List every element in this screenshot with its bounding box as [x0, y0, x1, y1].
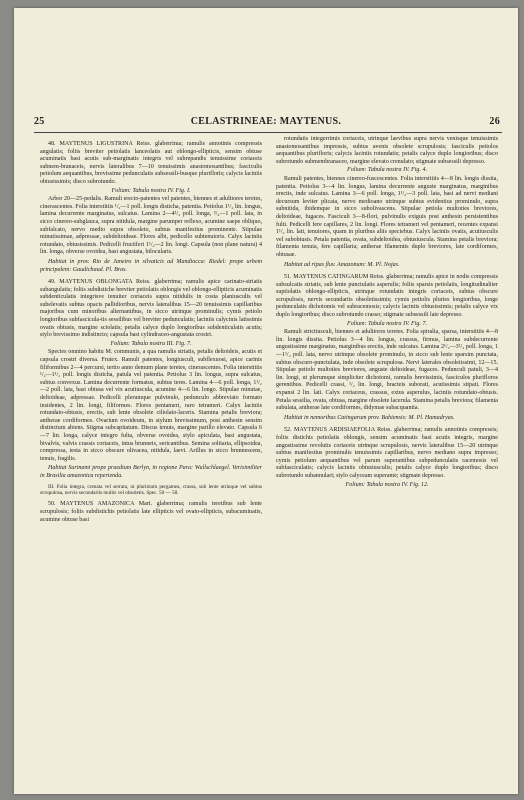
text-column-right: [276, 136, 498, 490]
species-52-diagnosis: 52. MAYTENUS ARDISIAEFOLIA Reiss. glaberrima; ramulis annotinis compressis; foliis distichis petiolatis oblongis, sensim acuminatis basi acutis integris, margine angustissime revolutis coriaceis utrinque scrupulosis, nervis lateralibus 15—20 utrinque subtus manifestius prominulis tenuissimis capillaribus, nervo mediano supra impresso; cymis petiolum aequantibus vel parum superantibus subpedunculatis racemosis vel subfasciculatis; calycis laciniis obtusiusculis; petalis calyce duplo longioribus; disco subrotundo subannulari; stylo calyceam superante; stigmate depresso.: [276, 427, 498, 479]
species-49-diagnosis: 49. MAYTENUS OBLONGATA Reiss. glaberrima; ramulis apice carinato-striatis subangulatis; foliis subdistiche breviter petiolatis oblongis vel oblongo-ellipticis acuminatis subdenticulatis integrisve tenuiter coriaceis supra nitidulis in costa planiusculis vel subelevatis subtus opacis pallidioribus, nervis lateralibus 15—20 tenuissimis capillaribus majoribus cum minoribus alternantibus, in sicco utrinque prominulis; cymis petiolo longioribus subfascicula-tis sessilibus vel breviter pedunculatis; laciniis calycinis latissimis ovatis obtusis, margine sciolatis; petalis calyce duplo longioribus subdenticulatis acutis; stylo brevissimo indistincto; capsula basi cylindraceo-angustata crostri.: [40, 279, 262, 339]
page-number-right: 26: [489, 116, 500, 127]
species-48-diagnosis: 48. MAYTENUS LIGUSTRINA Reiss. glaberrima; ramulis annotinis compressis angulatis; foliis breviter petiolatis lanceolatis aut oblongo-ellipticis, sensim obtuse acuminatis basi acutis sub-marginatis integris vel subrepandis tenuissime coriaceis subnem-branaceis, nervis lateralibus 7—10 tenuissimis anastomosantibus; fasciculis petiolum aequantibus, brevissime pedunculatis subsessili-busque pluriflorīs; calycis laciniis obtusissimis; disco subrotundo.: [40, 141, 262, 185]
species-49-description: Species omnino habitu M. communis, a qua ramulis striatis, petalis deltoideis, acutis et capsula crostri diversa. Frutex. Ramuli patentes, longiusculi, subflexuosi, apice carinis filiformibus 2—4 percursi, tertio anno demum plane teretes, cinerascentes. Folia interstitiis ¹/₂—1¹/₂ poll. longis disticha, patula vel patentia. Petiolus 3 lin. longus, supra sulcatus, subtus convexus. Lamina decurrente formatus, subtus teres. Lamina 4—6 poll. longa, 1¹/₂—2 poll. lata, basi obtusa vel vix acutiuscula, acumine 4—6 lin. longo. Stipulae minutae, deltoideae, adpressae. Pedicelli plerumque pulvinulo, pedunculo abbreviato formato insidentes, 2 lin. longi, filiformes. Flores pentameri, raro tetrameri. Calyx laciniis rotundato-obtusis, erectis, sub lente obsolete ciliolato-laceris. Stamina petalis breviora; antherae cordiformes. Ovarium ovoideum, in stylum brevissimum, post anthesin sensim distinctum abiens. Stigma subcapitatum. Discus tenuis, margine parillo elevato. Capsula 6—7 lin. longa, calyce integro fulta, obverse ovoidea, stylo apiculata, basi angustata, bivalvis, valvis crassis coriaceis, intus brunneis, sericantibus. Semina solitaria, ellipsoidea, compressa, testa in sicco obscure olivacea, nitidula, laevi. Arillus in sicco brunnescens, tenuis, fragilis.: [40, 349, 262, 462]
species-52-folium: Folium: Tabula nostra IV. Fig. 12.: [345, 481, 429, 488]
section-note: III. Folia integra, crenata vel serrata, ut plurimum pergamea, crassa, sub lente utrinque vel subtus scrupulosa, nervis secundariis multis vel obsoletis. Spec. 50 — 58.: [40, 483, 262, 496]
species-50-habitat: Habitat ad ripas fluv. Amazonum: M. Pl. Nojas.: [284, 261, 400, 268]
header-rule: [34, 132, 502, 133]
page-header: [26, 116, 506, 130]
species-48-habitat: Habitat in prov. Rio de Janeiro in silvaticis ad Mandiocca: Riedel: prope urbem principalem: Gaudichaud. Pl. Bras.: [40, 258, 262, 273]
page-number-left: 25: [34, 116, 45, 127]
species-48-description: Arbor 20—25-pedalis. Ramuli erecto-patentes vel patentes, biennes et adultiores teretes, cinerascentes. Folia interstitiis ¹/₂—1 poll. longis disticha, patentia. Petiolus 1¹/₂ lin. longus, lamina decurrente marginatus, sulcatus. Lamina 2—4¹/₂ poll. longa, ³/₄—1 poll. lata, in sicco cinereo-subglauca, supra nitidula, margine parumper reflexo, acumine saepe obliquo, subfalcato, nervo medio supra obsoleto, subtus manifestius prominente. Stipulae minutissimae, adpressae, subdeltoideae. Flores albi, pedicello subtenuioris. Calyx laciniis rotundato, obtusissimis. Pedicelli fructiferi 1¹/₂—2 lin. longi. Capsula (non plane natura) 4 lin. longa, obverse ovoidea, basi angustata, bilocularis.: [40, 196, 262, 256]
species-50-diagnosis-continued: rotundatis integerrimis coriaceis, utrinque laevibus supra nervis venisque tenuissimis anastomosantibus impressis, subtus avenis obsolete scrupulosis; fasciculis petiolos aequantibus plurifloris; calycis laciniis rotundatis; petalis calyce duplo longioribus; disco subrotundo submembranaceo, margine elevato crenulato; stigmate subsessili depresso.: [276, 136, 498, 165]
species-51-folium: Folium: Tabula nostra IV. Fig. 7.: [347, 320, 427, 327]
running-title: CELASTRINEAE: MAYTENUS.: [190, 116, 342, 127]
text-column-left: [40, 136, 262, 524]
species-48-folium: Folium: Tabula nostra IV. Fig. I.: [111, 187, 191, 194]
species-51-diagnosis: 51. MAYTENUS CATINGARUM Reiss. glaberrima; ramulis apice in nodis compressis subsulcatis striatis, sub lente punctulatis asperulis; foliis sparsis petiolatis, longitudinaliter suptiolatis oblongo-ellipticis, utrinque rotundatis integris coriaceis, subtus obscure scrupulosis, nervis secundariis obsoletissimis; cymis petiolis pluries longioribus, longe pedunculatis dichotomis vel subracemosis; calycis laciniis obtusissimis; petalis calyce vix duplo longioribus; disco subrotundo crasso; stigmate subsessili late depresso.: [276, 274, 498, 319]
species-49-habitat: Habitat Surinami prope praedium Berlyn, in regione Para: Wullschlaegel. Verisimiliter in Brasilia amazonica reperienda.: [40, 465, 262, 479]
species-50-diagnosis: 50. MAYTENUS AMAZONICA Mart. glaberrima; ramulis teretibus sub lente scrupulosis; foliis subdistichis petiolatis late ellipticis vel ovato-ellipticis, subacuminatis, acumine obtuse basi: [40, 501, 262, 523]
species-51-habitat: Habitat in nemoribus Catingarum prov. Bahiensis: M. Pl. Hamadryas.: [284, 414, 455, 421]
species-50-description: Ramuli patentes, biennes cinereo-fuscescentes. Folia interstitiis 4—8 lin. longis dissita, patentia. Petiolus 3—4 lin. longus, lamina decurrente anguste marginatus, marginibus erectis, inde sulcatus. Lamina 3—6 poll. longa, 1¹/₂—3 poll. lata, basi ad nervi mediani decursum leviter plicata, nervo medioano utrinque subtus evidentius prominulo, supra subnitida, ibidemque in sicco subolivascens. Stipulae petiola multoties breviores, deltoideae, fugaces. Fasciculi 3—8-flori, pulvinulis exiguis post anthesin persistentibus fulti. Pedicelli fere capillares, 2 lin. longi. Flores tetrameri vel pentameri, recentes expansi 1¹/₂ lin. lati, tenuiores, quam in pluribus aliis speciebus. Calyx laciniis ovatis, acutiusculis vel subobtusis. Petala patentia, ovata, subdeltoidea, obtusiuscula. Stamina petalis breviora; filamenta tenuia, fere capillaria; antherae filamentis duplo breviores, late cordiformes, obtusae.: [276, 175, 498, 258]
book-page: [14, 8, 518, 794]
species-51-description: Ramuli strictiusculi, biennes et adultiores teretes. Folia spiralia, sparsa, interstitiis 4—8 lin. longis dissita. Petiolus 3—4 lin. longus, crassus, firmus, lamina subdecurrente angustissime marginatus, marginibus erectis, inde sulcatus. Lamina 2¹/₂—3¹/₂ poll. longa, 1—1¹/₂ poll. lata, nervo utrinque obsolete prominulo, in sicco sub lente sparsim punctata, subtus obscuro-punctulata, inde obsolete scrupulosa. Nervi laterales obsoletissimi, 12—15. Stipulae petiolo multoties breviores, anguste deltoideae, fugaces. Pedunculi patuli, 3—4 lin. longi, ut plerumque simpliciter dichotomi, ramulis brevissimis, fasciculos plurifloros gerentibus. Pedicelli crassi, ¹/₂ lin. longi, bracteis suborati, acutissimis stipati. Flores expansi 2 lin. lati. Calyx coriaceus, crassus, extus asperulus, laciniis rotundato-obtusis. Petala sessilia, ovata, obtusa, margine obsolete lacerula. Stamina petalis breviora; filamenta subulata, antherae late cordiformes, didymae subacquantia.: [276, 329, 498, 412]
species-50-folium: Folium: Tabula nostra IV. Fig. 4.: [347, 167, 427, 174]
species-49-folium: Folium: Tabula nostra III. Fig. 7.: [110, 340, 192, 347]
